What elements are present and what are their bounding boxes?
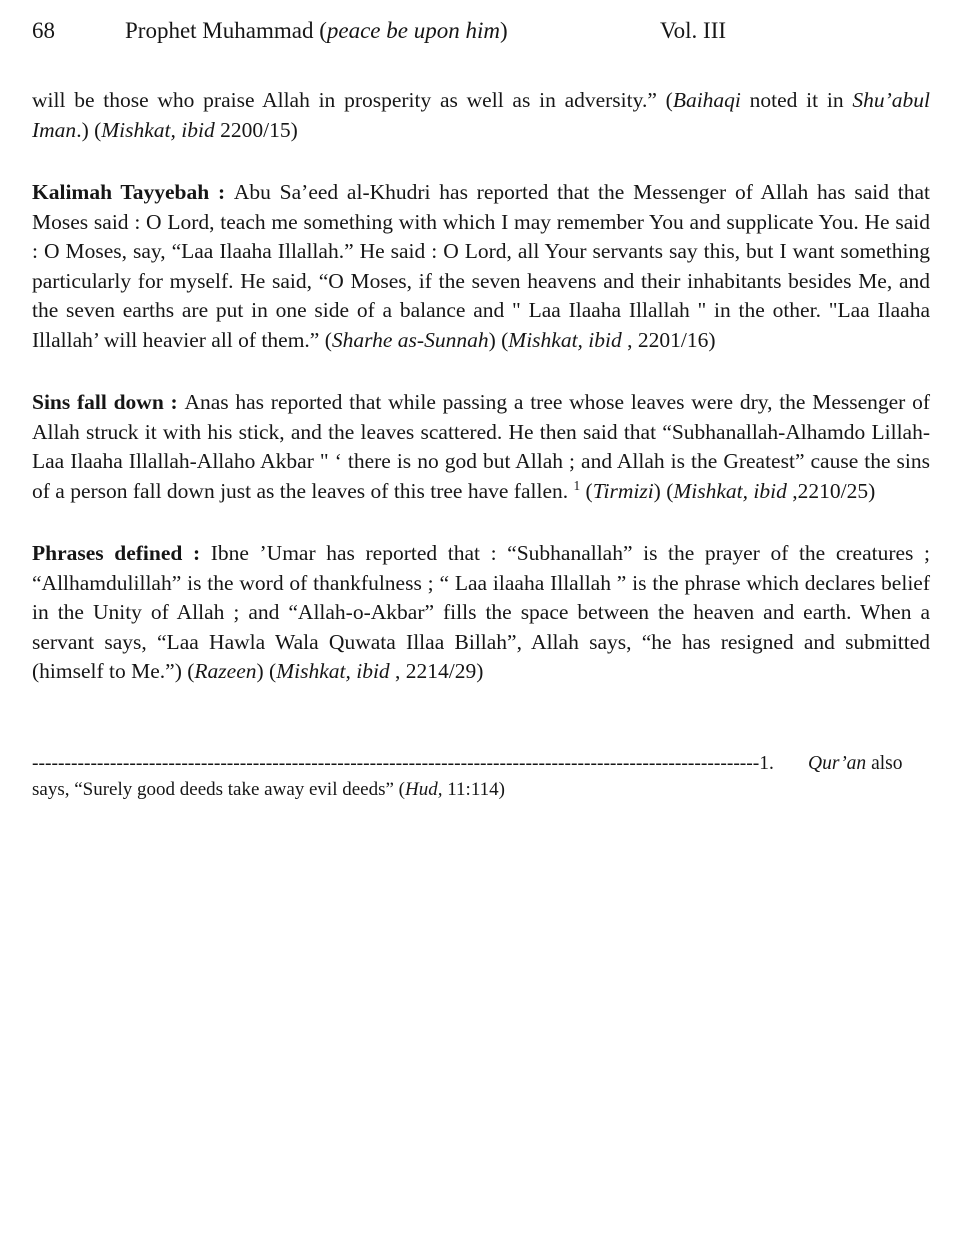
footnote-text: says, “Surely good deeds take away evil deeds” (Hud, 11:114)	[32, 778, 505, 800]
footnote	[32, 753, 930, 801]
paragraph-baihaqi-continuation: will be those who praise Allah in prosperity as well as in adversity.” (Baihaqi noted it in Shu’abul Iman.) (Mishkat, ibid 2200/15)	[32, 88, 930, 142]
volume-label: Vol. III	[660, 18, 727, 43]
paragraph-sins-fall-down: Sins fall down : Anas has reported that while passing a tree whose leaves were dry, the Messenger of Allah struck it with his stick, and the leaves scattered. He then said that “Subhanallah-Alhamdo Lillah-Laa Ilaaha Illallah-Allaho Akbar " ‘ there is no god but Allah ; and Allah is the Greatest” cause the sins of a person fall down just as the leaves of this tree have fallen. $^1$ (Tirmizi) (Mishkat, ibid ,2210/25)	[32, 390, 931, 503]
footnote-separator-line: ----------------------------------------------------------------------------------------------------------------1. Qur’an also	[32, 752, 903, 774]
page-header	[32, 18, 930, 50]
running-title: Prophet Muhammad (peace be upon him)	[125, 18, 508, 43]
paragraph-kalimah-tayyebah: Kalimah Tayyebah : Abu Sa’eed al-Khudri has reported that the Messenger of Allah has said that Moses said : O Lord, teach me something with which I may remember You and supplicate You. He said : O Moses, say, “Laa Ilaaha Illallah.” He said : O Lord, all Your servants say this, but I want something particularly for myself. He said, “O Moses, if the seven heavens and their inhabitants besides Me, and the seven earths are put in one side of a balance and " Laa Ilaaha Illallah " in the other. "Laa Ilaaha Illallah’ will heavier all of them.” (Sharhe as-Sunnah) (Mishkat, ibid , 2201/16)	[32, 180, 931, 352]
page-content	[32, 86, 930, 687]
paragraph-phrases-defined: Phrases defined : Ibne ’Umar has reported that : “Subhanallah” is the prayer of the creatures ; “Allhamdulillah” is the word of thankfulness ; “ Laa ilaaha Illallah ” is the phrase which declares belief in the Unity of Allah ; and “Allah-o-Akbar” fills the space between the heaven and earth. When a servant says, “Laa Hawla Wala Quwata Illaa Billah”, Allah says, “he has resigned and submitted (himself to Me.”) (Razeen) (Mishkat, ibid , 2214/29)	[32, 541, 930, 683]
page-number: 68	[32, 18, 55, 43]
